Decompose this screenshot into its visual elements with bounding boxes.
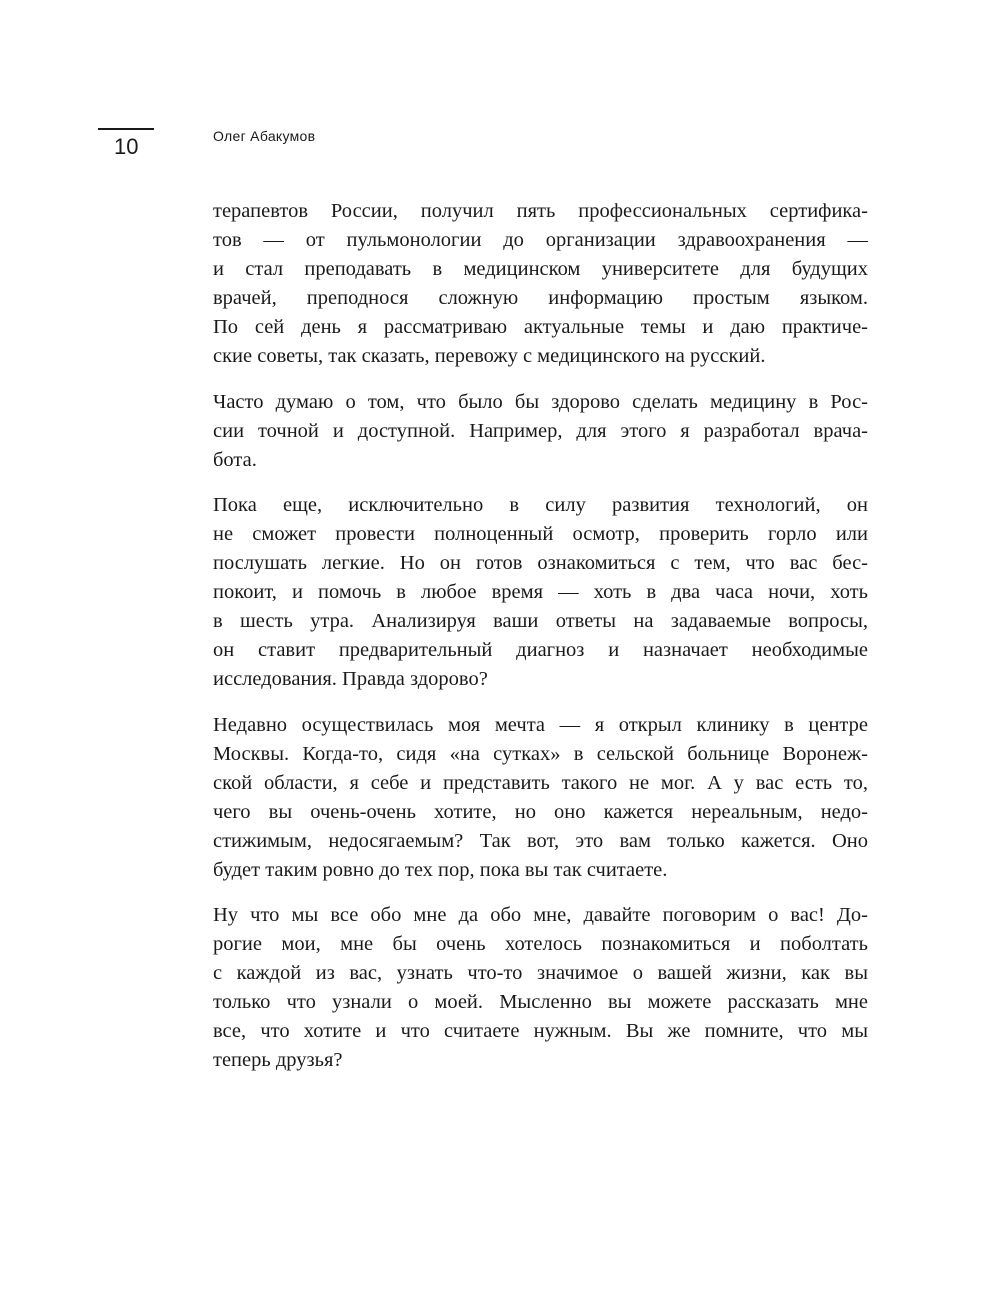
paragraph: [213, 491, 868, 694]
running-head-author: Олег Абакумов: [213, 128, 316, 144]
text-line: послушать легкие. Но он готов ознакомиться с тем, что вас бес-: [213, 552, 868, 574]
text-line: Часто думаю о том, что было бы здорово сделать медицину в Рос-: [213, 390, 868, 413]
text-line: ской области, я себе и представить такого не мог. А у вас есть то,: [213, 771, 868, 794]
text-line: бота.: [213, 448, 257, 471]
text-line: покоит, и помочь в любое время — хоть в два часа ночи, хоть: [213, 581, 868, 603]
text-line: Пока еще, исключительно в силу развития технологий, он: [213, 494, 868, 516]
text-line: будет таким ровно до тех пор, пока вы так считаете.: [213, 858, 668, 881]
text-line: с каждой из вас, узнать что-то значимое о вашей жизни, как вы: [213, 962, 868, 984]
text-line: только что узнали о моей. Мысленно вы можете рассказать мне: [213, 991, 868, 1013]
text-line: чего вы очень-очень хотите, но оно кажется нереальным, недо-: [213, 800, 868, 823]
page-number: 10: [114, 134, 139, 159]
text-line: тов — от пульмонологии до организации здравоохранения —: [213, 229, 868, 251]
text-line: исследования. Правда здорово?: [213, 668, 488, 690]
text-line: ские советы, так сказать, перевожу с медицинского на русский.: [213, 345, 766, 367]
text-line: врачей, преподнося сложную информацию простым языком.: [213, 287, 868, 309]
text-line: Москвы. Когда-то, сидя «на сутках» в сельской больнице Воронеж-: [213, 742, 868, 765]
text-line: Ну что мы все обо мне да обо мне, давайте поговорим о вас! До-: [213, 904, 868, 926]
text-line: По сей день я рассматриваю актуальные темы и даю практиче-: [213, 316, 868, 338]
paragraph: [213, 711, 868, 885]
text-line: Недавно осуществилась моя мечта — я открыл клинику в центре: [213, 713, 868, 736]
text-line: сии точной и доступной. Например, для этого я разработал врача-: [213, 419, 868, 442]
paragraph: [213, 197, 868, 371]
text-line: теперь друзья?: [213, 1049, 343, 1071]
text-line: не сможет провести полноценный осмотр, проверить горло или: [213, 523, 868, 545]
paragraph: [213, 901, 868, 1075]
text-line: он ставит предварительный диагноз и назначает необходимые: [213, 639, 868, 661]
paragraph: [213, 388, 868, 475]
text-line: и стал преподавать в медицинском университете для будущих: [213, 258, 868, 280]
text-line: в шесть утра. Анализируя ваши ответы на задаваемые вопросы,: [213, 610, 868, 632]
text-line: рогие мои, мне бы очень хотелось познакомиться и поболтать: [213, 933, 868, 955]
text-line: стижимым, недосягаемым? Так вот, это вам только кажется. Оно: [213, 829, 868, 852]
body-text: [213, 197, 868, 1092]
page-number-rule: [98, 128, 154, 130]
text-line: терапевтов России, получил пять профессиональных сертифика-: [213, 200, 868, 222]
text-line: все, что хотите и что считаете нужным. Вы же помните, что мы: [213, 1020, 868, 1042]
